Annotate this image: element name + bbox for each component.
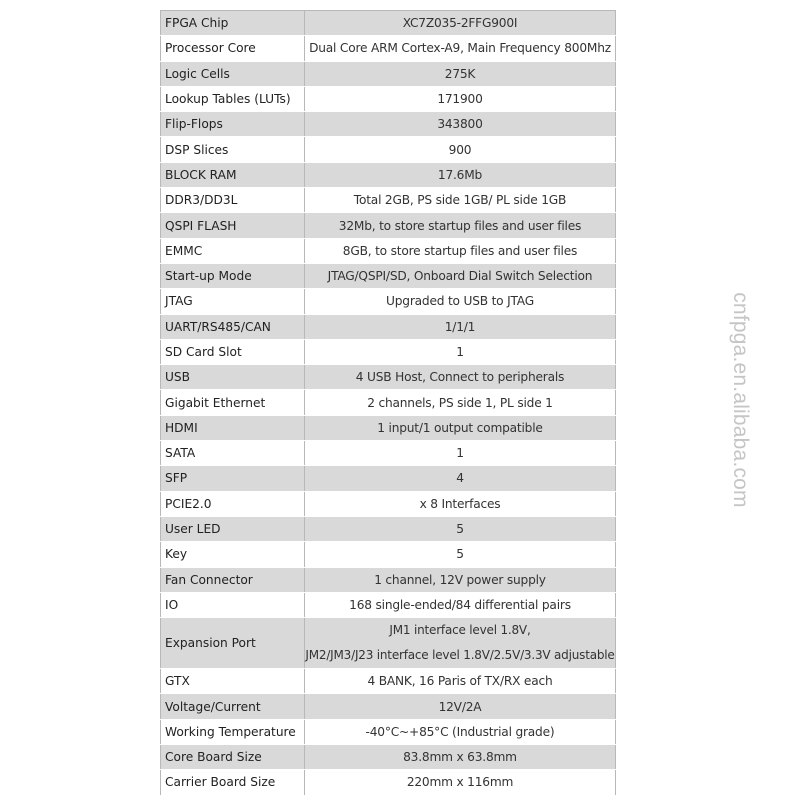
spec-row	[161, 516, 616, 541]
spec-row	[161, 238, 616, 263]
spec-value: 1 input/1 output compatible	[305, 415, 616, 440]
spec-label: UART/RS485/CAN	[161, 314, 305, 339]
spec-value: x 8 Interfaces	[305, 491, 616, 516]
spec-row	[161, 745, 616, 770]
spec-label: PCIE2.0	[161, 491, 305, 516]
watermark: cnfpga.en.alibaba.com	[729, 292, 752, 508]
spec-value: XC7Z035-2FFG900I	[305, 11, 616, 36]
spec-value-line: JM2/JM3/J23 interface level 1.8V/2.5V/3.3V adjustable	[305, 648, 615, 663]
spec-value: 83.8mm x 63.8mm	[305, 745, 616, 770]
spec-label: QSPI FLASH	[161, 213, 305, 238]
spec-row	[161, 719, 616, 744]
spec-value: 343800	[305, 112, 616, 137]
spec-row	[161, 213, 616, 238]
spec-label: GTX	[161, 669, 305, 694]
spec-label: IO	[161, 592, 305, 617]
spec-label: BLOCK RAM	[161, 162, 305, 187]
spec-value: 5	[305, 542, 616, 567]
spec-row	[161, 36, 616, 61]
spec-label: Carrier Board Size	[161, 770, 305, 795]
spec-label: User LED	[161, 516, 305, 541]
spec-row	[161, 567, 616, 592]
spec-row	[161, 137, 616, 162]
spec-row	[161, 289, 616, 314]
spec-label: Working Temperature	[161, 719, 305, 744]
spec-value: 5	[305, 516, 616, 541]
spec-value-line: JM1 interface level 1.8V,	[389, 623, 531, 638]
spec-row	[161, 592, 616, 617]
spec-value: -40°C~+85°C (Industrial grade)	[305, 719, 616, 744]
spec-row	[161, 188, 616, 213]
spec-label: Voltage/Current	[161, 694, 305, 719]
spec-table	[160, 10, 616, 796]
spec-row	[161, 263, 616, 288]
spec-label: EMMC	[161, 238, 305, 263]
spec-row	[161, 365, 616, 390]
spec-row	[161, 61, 616, 86]
spec-value	[305, 618, 616, 669]
spec-label: SFP	[161, 466, 305, 491]
spec-label: HDMI	[161, 415, 305, 440]
spec-value: 4	[305, 466, 616, 491]
spec-value: 1	[305, 441, 616, 466]
spec-row	[161, 112, 616, 137]
spec-label: Logic Cells	[161, 61, 305, 86]
spec-label: Core Board Size	[161, 745, 305, 770]
spec-row	[161, 770, 616, 795]
spec-value: Upgraded to USB to JTAG	[305, 289, 616, 314]
spec-value: 32Mb, to store startup files and user files	[305, 213, 616, 238]
spec-row	[161, 491, 616, 516]
spec-value: 171900	[305, 86, 616, 111]
spec-row	[161, 314, 616, 339]
spec-label: FPGA Chip	[161, 11, 305, 36]
spec-label: Key	[161, 542, 305, 567]
spec-value: 168 single-ended/84 differential pairs	[305, 592, 616, 617]
spec-label: SATA	[161, 441, 305, 466]
spec-value: 4 USB Host, Connect to peripherals	[305, 365, 616, 390]
spec-label: Lookup Tables (LUTs)	[161, 86, 305, 111]
spec-value: 275K	[305, 61, 616, 86]
spec-row	[161, 11, 616, 36]
spec-label: USB	[161, 365, 305, 390]
spec-value: 17.6Mb	[305, 162, 616, 187]
spec-row	[161, 441, 616, 466]
spec-row	[161, 339, 616, 364]
spec-row	[161, 542, 616, 567]
spec-label: Expansion Port	[161, 618, 305, 669]
spec-label: DSP Slices	[161, 137, 305, 162]
spec-row	[161, 86, 616, 111]
spec-value: 1	[305, 339, 616, 364]
spec-label: Fan Connector	[161, 567, 305, 592]
spec-label: DDR3/DD3L	[161, 188, 305, 213]
spec-label: Processor Core	[161, 36, 305, 61]
spec-label: Gigabit Ethernet	[161, 390, 305, 415]
spec-label: Flip-Flops	[161, 112, 305, 137]
spec-row	[161, 669, 616, 694]
spec-value: 900	[305, 137, 616, 162]
spec-row	[161, 466, 616, 491]
spec-value: 4 BANK, 16 Paris of TX/RX each	[305, 669, 616, 694]
spec-value: Dual Core ARM Cortex-A9, Main Frequency 800Mhz	[305, 36, 616, 61]
spec-value: 1 channel, 12V power supply	[305, 567, 616, 592]
spec-label: JTAG	[161, 289, 305, 314]
spec-value: 220mm x 116mm	[305, 770, 616, 795]
spec-value: 2 channels, PS side 1, PL side 1	[305, 390, 616, 415]
spec-row	[161, 415, 616, 440]
spec-value: 12V/2A	[305, 694, 616, 719]
spec-row	[161, 618, 616, 669]
spec-label: SD Card Slot	[161, 339, 305, 364]
spec-label: Start-up Mode	[161, 263, 305, 288]
spec-value: 1/1/1	[305, 314, 616, 339]
spec-value: Total 2GB, PS side 1GB/ PL side 1GB	[305, 188, 616, 213]
spec-row	[161, 390, 616, 415]
spec-row	[161, 162, 616, 187]
spec-value: JTAG/QSPI/SD, Onboard Dial Switch Selection	[305, 263, 616, 288]
spec-row	[161, 694, 616, 719]
spec-value: 8GB, to store startup files and user files	[305, 238, 616, 263]
